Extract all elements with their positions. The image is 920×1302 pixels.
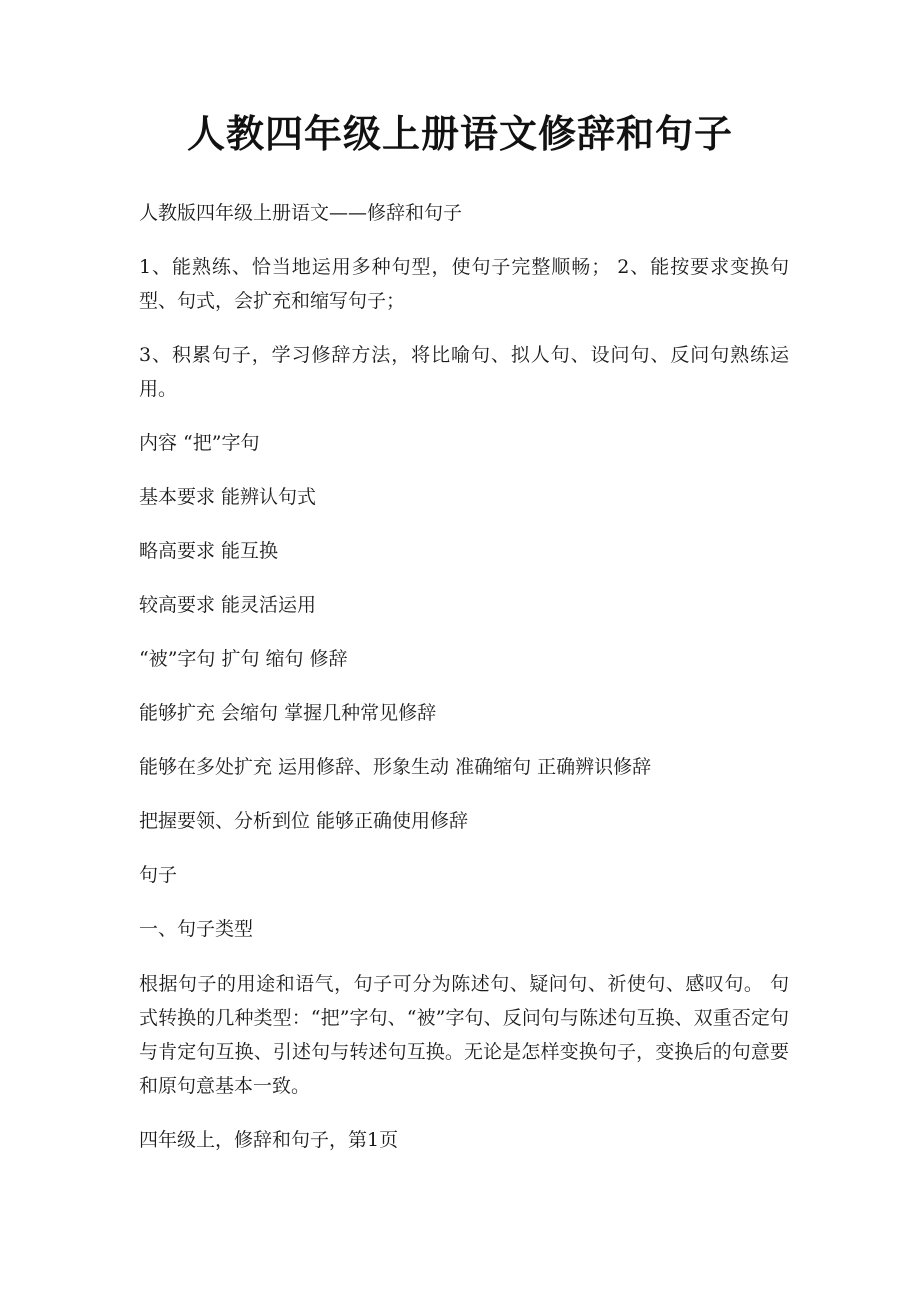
section-heading-sentence-types: 一、句子类型 [139,918,254,940]
paragraph-medium-skills: 能够在多处扩充 运用修辞、形象生动 准确缩句 正确辨识修辞 [139,756,652,778]
paragraph-basic-skills: 能够扩充 会缩句 掌握几种常见修辞 [139,702,437,724]
paragraph-content-row: 内容 “把”字句 [139,432,260,454]
paragraph-objective-3: 3、积累句子，学习修辞方法，将比喻句、拟人句、设问句、反问句熟练运用。 [139,344,789,400]
paragraph-sentence-types-body: 根据句子的用途和语气，句子可分为陈述句、疑问句、祈使句、感叹句。 句式转换的几种类型：“把”字句、“被”字句、反问句与陈述句互换、双重否定句与肯定句互换、引述句与转述句互换。无论是怎样变换句子，变换后的句意要和原句意基本一致。 [139,973,789,1097]
paragraph-medium-requirement: 略高要求 能互换 [139,540,279,562]
paragraph-high-requirement: 较高要求 能灵活运用 [139,594,317,616]
document-body [139,196,789,1157]
document-title: 人教四年级上册语文修辞和句子 [186,112,733,156]
paragraph-high-skills: 把握要领、分析到位 能够正确使用修辞 [139,810,469,832]
paragraph-topics-row: “被”字句 扩句 缩句 修辞 [139,648,348,670]
paragraph-objectives-1-2: 1、能熟练、恰当地运用多种句型，使句子完整顺畅； 2、能按要求变换句型、句式，会扩充和缩写句子； [139,256,789,312]
paragraph-subtitle: 人教版四年级上册语文——修辞和句子 [139,202,463,224]
paragraph-basic-requirement: 基本要求 能辨认句式 [139,486,317,508]
page-footer: 四年级上，修辞和句子，第1页 [139,1129,399,1151]
section-heading-sentences: 句子 [139,864,178,886]
